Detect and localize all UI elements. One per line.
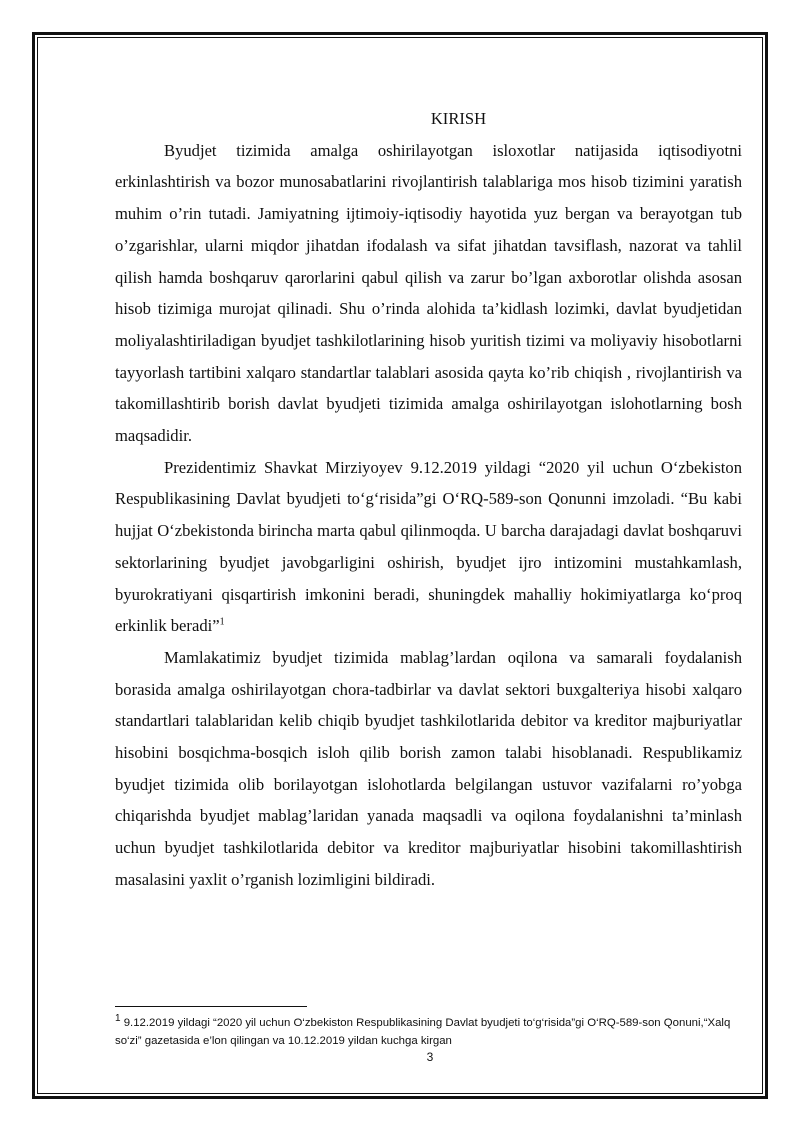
document-body bbox=[115, 103, 742, 896]
footnote bbox=[115, 1015, 742, 1050]
section-title: KIRISH bbox=[430, 109, 487, 128]
footnote-separator bbox=[115, 1006, 307, 1007]
paragraph-1: Byudjet tizimida amalga oshirilayotgan isloxotlar natijasida iqtisodiyotni erkinlashtirish va bozor munosabatlarini rivojlantirish talablariga mos hisob tizimini yaratish muhim o’rin tutadi. Jamiyatning ijtimoiy-iqtisodiy hayotida yuz bergan va berayotgan tub o’zgarishlar, ularni miqdor jihatdan ifodalash va sifat jihatdan tavsiflash, nazorat va tahlil qilish hamda boshqaruv qarorlarini qabul qilish va zarur bo’lgan axborotlar olishda asosan hisob tizimiga murojat qilinadi. Shu o’rinda alohida ta’kidlash lozimki, davlat byudjetidan moliyalashtiriladigan byudjet tashkilotlarining hisob yuritish tizimi va moliyaviy hisobotlarni tayyorlash tartibini xalqaro standartlar talablari asosida qayta ko’rib chiqish , rivojlantirish va takomillashtirib borish davlat byudjeti tizimida amalga oshirilayotgan islohotlarning bosh maqsadidir. bbox=[115, 140, 742, 446]
footnote-text: 9.12.2019 yildagi “2020 yil uchun O‘zbekiston Respublikasining Davlat byudjeti to‘g‘risida”gi O‘RQ-589-son Qonuni,“Xalq so‘zi” gazetasida e’lon qilingan va 10.12.2019 yildan kuchga kirgan bbox=[115, 1017, 731, 1047]
page-number: 3 bbox=[426, 1050, 434, 1064]
footnote-marker: 1 bbox=[115, 1013, 121, 1025]
footnote-reference: 1 bbox=[219, 616, 225, 628]
paragraph-2 bbox=[115, 452, 742, 642]
paragraph-2-text: Prezidentimiz Shavkat Mirziyoyev 9.12.2019 yildagi “2020 yil uchun O‘zbekiston Respublikasining Davlat byudjeti to‘g‘risida”gi O‘RQ-589-son Qonunni imzoladi. “Bu kabi hujjat O‘zbekistonda birincha marta qabul qilinmoqda. U barcha darajadagi davlat boshqaruvi sektorlarining byudjet javobgarligini oshirish, byudjet ijro intizomini mustahkamlash, byurokratiyani qisqartirish imkonini beradi, shuningdek mahalliy hokimiyatlarga ko‘proq erkinlik beradi” bbox=[115, 457, 742, 636]
paragraph-3: Mamlakatimiz byudjet tizimida mablag’lardan oqilona va samarali foydalanish borasida amalga oshirilayotgan chora-tadbirlar va davlat sektori buxgalteriya hisobi xalqaro standartlari talablaridan kelib chiqib byudjet tashkilotlarida debitor va kreditor majburiyatlar hisobini bosqichma-bosqich isloh qilib borish zamon talabi hisoblanadi. Respublikamiz byudjet tizimida olib borilayotgan islohotlarda belgilangan ustuvor vazifalarni ro’yobga chiqarishda byudjet mablag’laridan yanada maqsadli va oqilona foydalanishni ta’minlash uchun byudjet tashkilotlarida debitor va kreditor majburiyatlar hisobini takomillashtirish masalasini yaxlit o’rganish lozimligini bildiradi. bbox=[115, 647, 742, 889]
